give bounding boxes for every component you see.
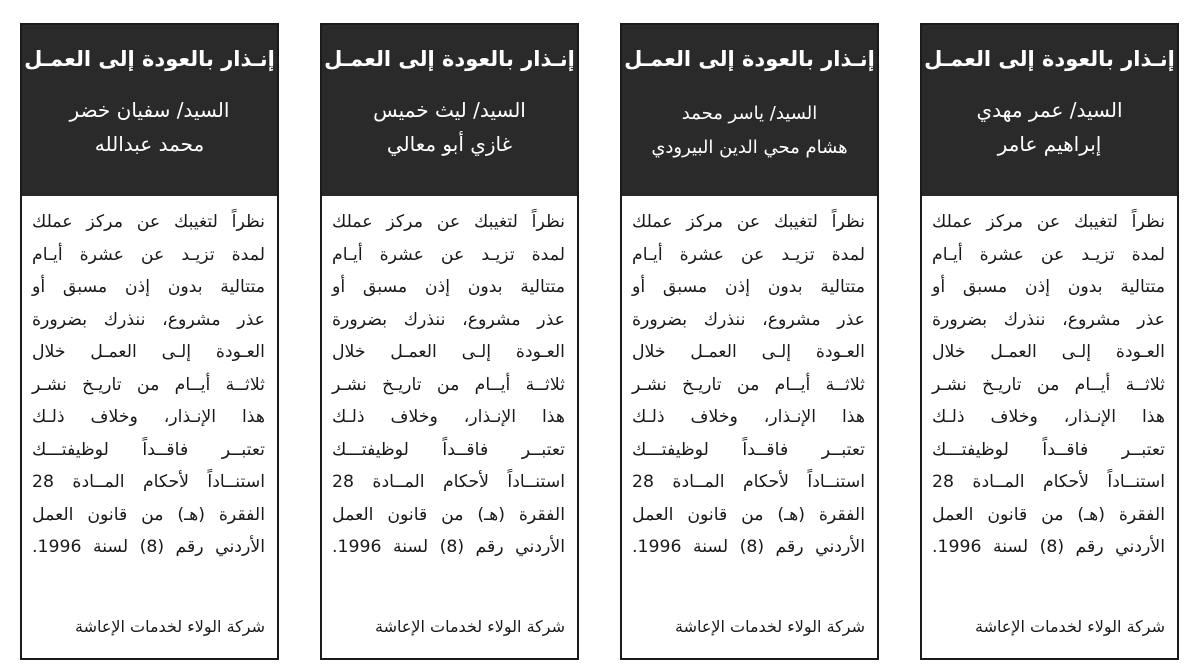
company-name: شركة الولاء لخدمات الإعاشة (974, 617, 1165, 636)
body-line: ثلاثــة أيــام من تاريـخ نشـر (932, 374, 1165, 395)
notice-title: إنـذار بالعودة إلى العمـل (24, 47, 275, 71)
body-line: نظراً لتغيبك عن مركز عملك (932, 212, 1165, 232)
body-line: الفقرة (هـ) من قانون العمل (32, 504, 265, 525)
body-line: الفقرة (هـ) من قانون العمل (932, 504, 1165, 525)
recipient-line-2: إبراهيم عامر (997, 132, 1102, 156)
body-line: ثلاثــة أيــام من تاريـخ نشـر (632, 374, 865, 395)
body-line: متتالية بدون إذن مسبق أو (632, 277, 865, 297)
notice-header (922, 25, 1177, 196)
body-line: استنــاداً لأحكام المــادة 28 (932, 472, 1165, 492)
body-line: العـودة إلـى العمـل خلال (332, 342, 565, 362)
notice-header (22, 25, 277, 196)
body-line: استنــاداً لأحكام المــادة 28 (32, 472, 265, 492)
notice-title: إنـذار بالعودة إلى العمـل (324, 47, 575, 71)
body-line: تعتبــر فاقــداً لوظيفتـــك (932, 439, 1165, 460)
recipient-name (976, 93, 1122, 161)
body-line: ثلاثــة أيــام من تاريـخ نشـر (332, 374, 565, 395)
body-line: العـودة إلـى العمـل خلال (32, 342, 265, 362)
company-name: شركة الولاء لخدمات الإعاشة (374, 617, 565, 636)
recipient-line-2: هشام محي الدين البيرودي (651, 137, 848, 158)
notice-header (322, 25, 577, 196)
notice-body (322, 196, 577, 564)
notice-body (922, 196, 1177, 564)
body-line: عذر مشروع، ننذرك بضرورة (932, 309, 1165, 330)
body-line: الفقرة (هـ) من قانون العمل (632, 504, 865, 525)
body-line: هذا الإنـذار، وخلاف ذلـك (332, 407, 565, 427)
body-line: تعتبــر فاقــداً لوظيفتـــك (32, 439, 265, 460)
recipient-line-1: السيد/ عمر مهدي (976, 98, 1123, 122)
recipient-line-1: السيد/ ياسر محمد (681, 103, 818, 124)
body-line: نظراً لتغيبك عن مركز عملك (32, 212, 265, 232)
body-line: لمدة تزيـد عن عشرة أيـام (332, 244, 565, 265)
notice-title: إنـذار بالعودة إلى العمـل (624, 47, 875, 71)
body-line: نظراً لتغيبك عن مركز عملك (632, 212, 865, 232)
body-line: تعتبــر فاقــداً لوظيفتـــك (632, 439, 865, 460)
notice-card-omar (920, 23, 1179, 660)
notice-body (622, 196, 877, 564)
body-line: تعتبــر فاقــداً لوظيفتـــك (332, 439, 565, 460)
body-line: العـودة إلـى العمـل خلال (932, 342, 1165, 362)
company-name: شركة الولاء لخدمات الإعاشة (674, 617, 865, 636)
body-line: ثلاثــة أيــام من تاريـخ نشـر (32, 374, 265, 395)
body-line: عذر مشروع، ننذرك بضرورة (32, 309, 265, 330)
body-line: متتالية بدون إذن مسبق أو (932, 277, 1165, 297)
body-line: متتالية بدون إذن مسبق أو (32, 277, 265, 297)
body-line: الفقرة (هـ) من قانون العمل (332, 504, 565, 525)
notice-card-laith (320, 23, 579, 660)
body-line: لمدة تزيـد عن عشرة أيـام (632, 244, 865, 265)
body-line: عذر مشروع، ننذرك بضرورة (332, 309, 565, 330)
recipient-line-1: السيد/ ليث خميس (373, 98, 526, 122)
notice-body (22, 196, 277, 564)
recipient-line-2: غازي أبو معالي (386, 132, 513, 156)
notice-header (622, 25, 877, 196)
body-line: لمدة تزيـد عن عشرة أيـام (32, 244, 265, 265)
body-line: الأردني رقم (8) لسنة 1996. (32, 537, 265, 557)
body-line: استنــاداً لأحكام المــادة 28 (632, 472, 865, 492)
body-line: هذا الإنـذار، وخلاف ذلـك (932, 407, 1165, 427)
notice-card-yaser (620, 23, 879, 660)
recipient-name (373, 93, 526, 161)
company-name: شركة الولاء لخدمات الإعاشة (74, 617, 265, 636)
recipient-line-1: السيد/ سفيان خضر (69, 98, 230, 122)
body-line: استنــاداً لأحكام المــادة 28 (332, 472, 565, 492)
body-line: الأردني رقم (8) لسنة 1996. (932, 537, 1165, 557)
body-line: عذر مشروع، ننذرك بضرورة (632, 309, 865, 330)
body-line: هذا الإنـذار، وخلاف ذلـك (32, 407, 265, 427)
body-line: لمدة تزيـد عن عشرة أيـام (932, 244, 1165, 265)
notice-title: إنـذار بالعودة إلى العمـل (924, 47, 1175, 71)
recipient-name (70, 93, 230, 161)
notice-card-sufyan (20, 23, 279, 660)
body-line: هذا الإنـذار، وخلاف ذلـك (632, 407, 865, 427)
recipient-line-2: محمد عبدالله (94, 132, 205, 156)
recipient-name (651, 97, 847, 165)
body-line: متتالية بدون إذن مسبق أو (332, 277, 565, 297)
body-line: نظراً لتغيبك عن مركز عملك (332, 212, 565, 232)
body-line: العـودة إلـى العمـل خلال (632, 342, 865, 362)
body-line: الأردني رقم (8) لسنة 1996. (332, 537, 565, 557)
body-line: الأردني رقم (8) لسنة 1996. (632, 537, 865, 557)
